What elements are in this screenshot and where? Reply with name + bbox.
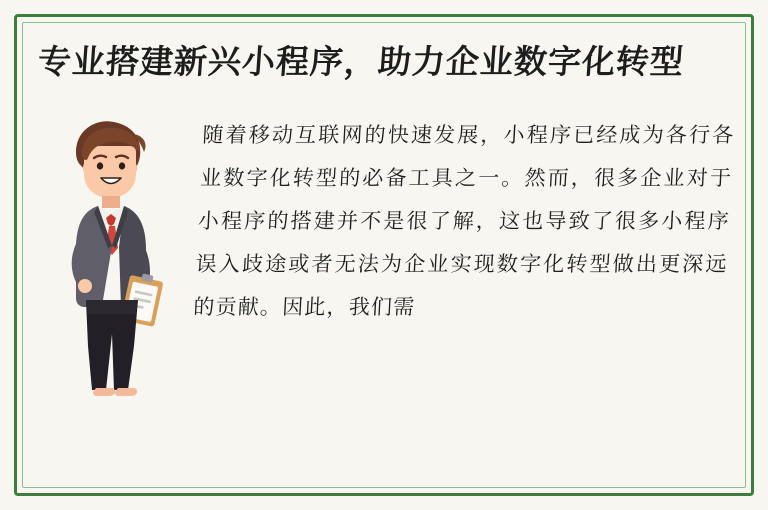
businessman-illustration [38,110,188,410]
article-body [38,110,736,410]
article-paragraph: 随着移动互联网的快速发展，小程序已经成为各行各业数字化转型的必备工具之一。然而，很多企业对于小程序的搭建并不是很了解，这也导致了很多小程序误入歧途或者无法为企业实现数字化转型做出更深远的贡献。因此，我们需 [192,122,736,319]
page-title: 专业搭建新兴小程序，助力企业数字化转型 [36,42,686,81]
document-content [36,40,736,476]
